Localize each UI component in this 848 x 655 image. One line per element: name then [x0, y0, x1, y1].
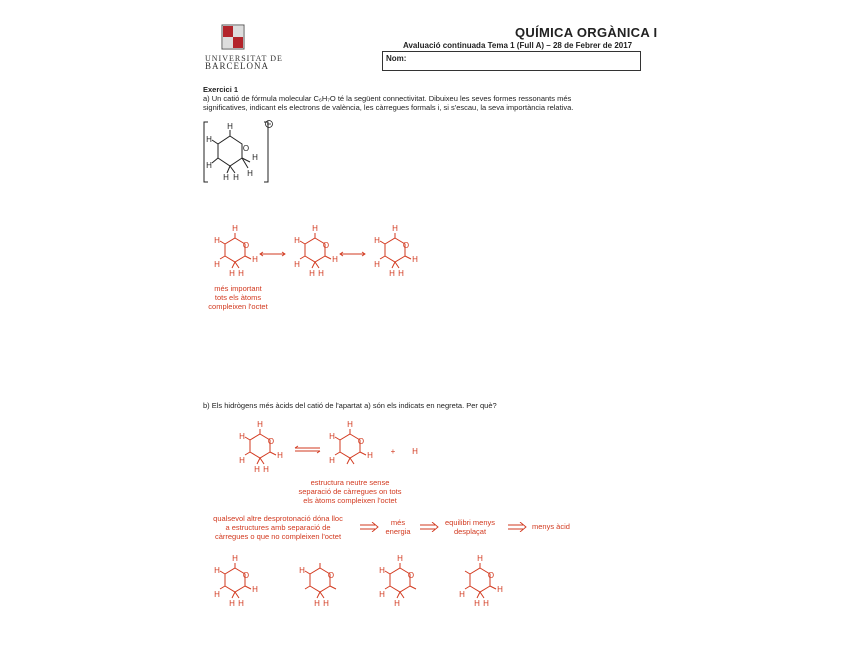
svg-text:O: O: [242, 571, 250, 580]
svg-text:H: H: [398, 269, 404, 278]
resonance-form-1: [220, 233, 251, 268]
atom-label: H: [252, 153, 258, 162]
svg-text:O: O: [407, 571, 415, 580]
alt-structure-2: [305, 563, 336, 598]
atom-label: H: [247, 169, 253, 178]
svg-text:H: H: [379, 590, 385, 599]
university-name-line1: UNIVERSITAT DE: [205, 54, 283, 63]
svg-text:O: O: [487, 571, 495, 580]
page-title: QUÍMICA ORGÀNICA I: [515, 25, 658, 40]
alt-structure-3: [385, 563, 416, 598]
svg-text:H: H: [254, 465, 260, 474]
svg-text:H: H: [329, 456, 335, 465]
svg-text:H: H: [214, 590, 220, 599]
svg-text:O: O: [402, 241, 410, 250]
svg-text:H: H: [214, 236, 220, 245]
svg-text:H: H: [257, 420, 263, 429]
atom-label: H: [233, 173, 239, 182]
note-a-line1: més important: [214, 284, 262, 293]
svg-text:H: H: [483, 599, 489, 608]
name-label: Nom:: [386, 54, 407, 63]
svg-text:H: H: [477, 554, 483, 563]
svg-text:H: H: [367, 451, 373, 460]
atom-label: O: [242, 144, 250, 153]
implies-arrow-icon: [420, 522, 440, 532]
svg-text:O: O: [267, 437, 275, 446]
svg-text:H: H: [392, 224, 398, 233]
svg-text:H: H: [263, 465, 269, 474]
svg-text:H: H: [229, 269, 235, 278]
atom-label: H: [223, 173, 229, 182]
proton-label: H: [412, 447, 418, 456]
svg-text:O: O: [322, 241, 330, 250]
svg-text:H: H: [374, 260, 380, 269]
university-name-line2: BARCELONA: [205, 61, 270, 71]
resonance-form-3: [380, 233, 411, 268]
svg-text:H: H: [299, 566, 305, 575]
atom-label: H: [227, 122, 233, 131]
resonance-structures: [205, 222, 445, 284]
svg-text:H: H: [459, 590, 465, 599]
note-a-line2: tots els àtoms: [214, 293, 262, 302]
svg-text:H: H: [329, 432, 335, 441]
svg-text:H: H: [252, 585, 258, 594]
svg-text:H: H: [323, 599, 329, 608]
reason-line3: càrregues o que no compleixen l'octet: [214, 532, 342, 541]
plus-sign: +: [390, 447, 396, 456]
svg-text:H: H: [312, 224, 318, 233]
reason-line2: a estructures amb separació de: [225, 523, 331, 532]
svg-text:H: H: [252, 255, 258, 264]
exercise-heading: Exercici 1: [203, 85, 239, 94]
svg-text:O: O: [242, 241, 250, 250]
svg-text:H: H: [397, 554, 403, 563]
svg-text:H: H: [318, 269, 324, 278]
note-b-line2: separació de càrregues on tots: [298, 487, 402, 496]
svg-text:H: H: [347, 420, 353, 429]
part-a-text-line1: a) Un catió de fórmula molecular C₆H₇O té la següent connectivitat. Dibuixeu les seves formes ressonants més: [203, 94, 572, 103]
implies-arrow-icon: [360, 522, 380, 532]
page-subtitle: Avaluació continuada Tema 1 (Full A) – 28 de Febrer de 2017: [403, 41, 633, 50]
alt-structure-1: [220, 563, 251, 598]
svg-text:H: H: [229, 599, 235, 608]
svg-text:H: H: [389, 269, 395, 278]
question-structure: [200, 118, 280, 188]
equilibrium-line2: desplaçat: [453, 527, 487, 536]
svg-text:H: H: [232, 224, 238, 233]
svg-text:H: H: [214, 566, 220, 575]
svg-text:H: H: [277, 451, 283, 460]
svg-text:H: H: [239, 456, 245, 465]
svg-text:H: H: [497, 585, 503, 594]
svg-text:H: H: [294, 236, 300, 245]
svg-text:O: O: [327, 571, 335, 580]
atom-label: H: [206, 161, 212, 170]
part-b-text: b) Els hidrògens més àcids del catió de l'apartat a) són els indicats en negreta. Per què?: [203, 401, 497, 410]
name-field[interactable]: [382, 51, 641, 71]
alternative-deprotonations: [205, 552, 505, 614]
svg-text:H: H: [239, 432, 245, 441]
note-b-line3: els àtoms compleixen l'octet: [303, 496, 397, 505]
svg-text:H: H: [374, 236, 380, 245]
svg-text:H: H: [309, 269, 315, 278]
reason-line1: qualsevol altre desprotonació dóna lloc: [213, 514, 343, 523]
equilibrium-line1: equilibri menys: [444, 518, 496, 527]
svg-text:H: H: [214, 260, 220, 269]
svg-text:H: H: [474, 599, 480, 608]
more-energy-line1: més: [390, 518, 406, 527]
svg-text:H: H: [332, 255, 338, 264]
university-logo: [221, 24, 245, 57]
resonance-form-2: [300, 233, 331, 268]
alt-structure-4: [465, 563, 496, 598]
more-energy-line2: energia: [385, 527, 411, 536]
svg-text:H: H: [412, 255, 418, 264]
svg-text:H: H: [238, 269, 244, 278]
note-b-line1: estructura neutre sense: [310, 478, 390, 487]
svg-text:H: H: [238, 599, 244, 608]
svg-text:O: O: [357, 437, 365, 446]
shield-icon: [221, 24, 245, 52]
svg-text:H: H: [232, 554, 238, 563]
svg-text:H: H: [379, 566, 385, 575]
implies-arrow-icon: [508, 522, 528, 532]
atom-label: H: [206, 135, 212, 144]
svg-text:H: H: [294, 260, 300, 269]
part-a-text-line2: significatives, indicant els electrons de valència, les càrregues formals i, si s'escau, la seva importància relativa.: [203, 103, 574, 112]
less-acid-label: menys àcid: [532, 522, 570, 531]
svg-text:H: H: [314, 599, 320, 608]
svg-text:H: H: [394, 599, 400, 608]
deprotonation-scheme: [225, 418, 425, 478]
note-a-line3: compleixen l'octet: [208, 302, 268, 311]
